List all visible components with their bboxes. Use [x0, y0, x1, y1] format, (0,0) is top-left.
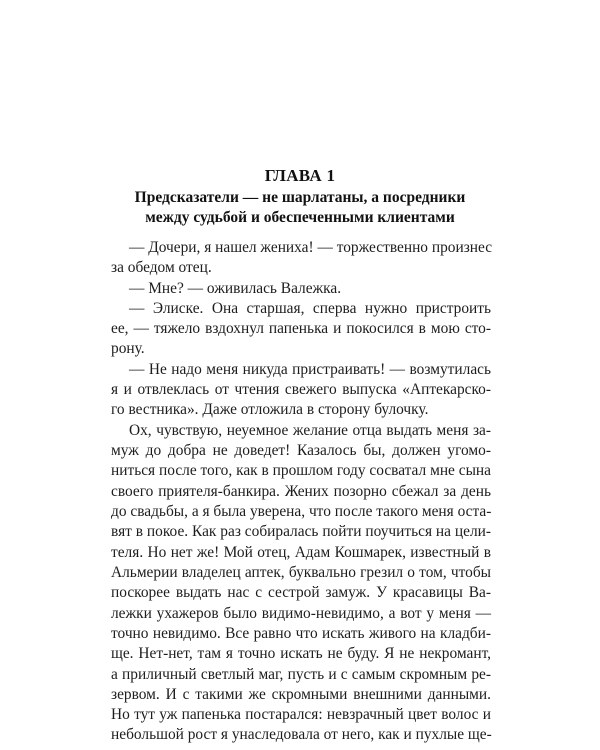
- text-line: небольшой рост я унаследовала от него, как и пухлые ще-: [111, 726, 492, 743]
- text-line: я и отвлеклась от чтения свежего выпуска «Аптекарско-: [111, 381, 491, 398]
- text-line: — Не надо меня никуда пристраивать! — возмутилась: [129, 361, 491, 378]
- text-line: теля. Но нет же! Мой отец, Адам Кошмарек, известный в: [111, 544, 491, 561]
- text-line: — Элиске. Она старшая, сперва нужно пристроить: [129, 300, 491, 317]
- text-line: — Мне? — оживилась Валежка.: [129, 280, 342, 297]
- text-line: поскорее выдать нас с сестрой замуж. У красавицы Ва-: [111, 584, 491, 601]
- text-line: до свадьбы, а я была уверена, что после такого меня оста-: [111, 503, 492, 520]
- text-line: го вестника». Даже отложила в сторону булочку.: [111, 401, 429, 418]
- chapter-title: ГЛАВА 1: [264, 166, 336, 185]
- text-line: ниться после того, как в прошлом году сосватал мне сына: [111, 462, 491, 479]
- text-line: зервом. И с такими же скромными внешними данными.: [111, 686, 491, 703]
- text-line: а приличный светлый маг, пусть и с самым скромным ре-: [111, 666, 491, 683]
- text-line: точно невидимо. Все равно что искать живого на кладби-: [111, 625, 491, 642]
- text-line: ее, — тяжело вздохнул папенька и покосился в мою сто-: [111, 320, 491, 337]
- text-line: своего приятеля-банкира. Жених позорно сбежал за день: [111, 483, 491, 500]
- text-line: Ох, чувствую, неуемное желание отца выдать меня за-: [129, 422, 491, 439]
- text-line: за обедом отец.: [111, 259, 212, 276]
- text-line: лежки ухажеров было видимо-невидимо, а вот у меня —: [111, 605, 491, 622]
- chapter-subtitle-line: Предсказатели — не шарлатаны, а посредники: [134, 189, 466, 206]
- text-line: Но тут уж папенька постарался: невзрачный цвет волос и: [111, 706, 491, 723]
- text-line: вят в покое. Как раз собиралась пойти поучиться на цели-: [111, 523, 491, 540]
- text-line: Альмерии владелец аптек, буквально грезил о том, чтобы: [111, 564, 491, 581]
- text-line: ще. Нет-нет, там я точно искать не буду. Я не некромант,: [111, 645, 491, 662]
- chapter-subtitle-line: между судьбой и обеспеченными клиентами: [145, 209, 455, 226]
- text-line: рону.: [111, 340, 145, 357]
- chapter-subtitle: [110, 188, 490, 228]
- text-line: муж до добра не доведет! Казалось бы, должен угомо-: [111, 442, 491, 459]
- text-line: — Дочери, я нашел жениха! — торжественно произнес: [129, 239, 493, 256]
